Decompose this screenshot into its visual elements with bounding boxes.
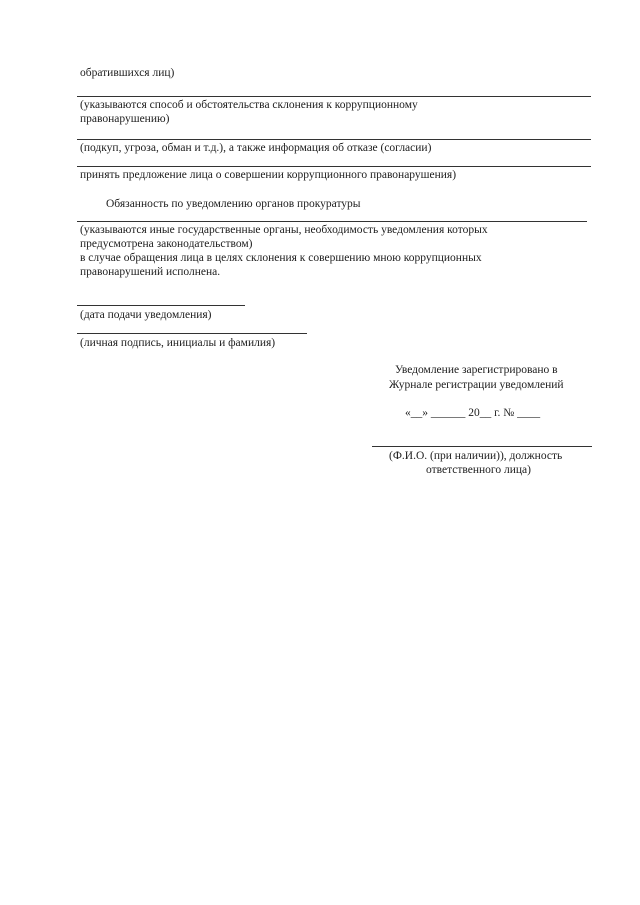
- text-line: правонарушений исполнена.: [80, 266, 221, 278]
- registration-date-line: «__» ______ 20__ г. № ____: [405, 407, 541, 419]
- registration-text: Журнале регистрации уведомлений: [389, 379, 564, 391]
- fio-rule: [372, 446, 592, 447]
- fio-caption: (Ф.И.О. (при наличии)), должность: [389, 450, 563, 462]
- text-line: принять предложение лица о совершении коррупционного правонарушения): [80, 169, 457, 181]
- text-line: (указываются способ и обстоятельства склонения к коррупционному: [80, 99, 418, 111]
- text-line: в случае обращения лица в целях склонения к совершению мною коррупционных: [80, 252, 482, 264]
- fill-in-rule: [77, 166, 591, 167]
- text-line: обратившихся лиц): [80, 67, 175, 79]
- date-rule: [77, 305, 245, 306]
- text-line: правонарушению): [80, 113, 170, 125]
- fill-in-rule: [77, 139, 591, 140]
- text-line: (указываются иные государственные органы, необходимость уведомления которых: [80, 224, 488, 236]
- fio-caption: ответственного лица): [426, 464, 531, 476]
- signature-rule: [77, 333, 307, 334]
- text-line: Обязанность по уведомлению органов прокуратуры: [106, 198, 361, 210]
- fill-in-rule: [77, 96, 591, 97]
- registration-text: Уведомление зарегистрировано в: [395, 364, 558, 376]
- text-line: предусмотрена законодательством): [80, 238, 253, 250]
- fill-in-rule: [77, 221, 587, 222]
- text-line: (подкуп, угроза, обман и т.д.), а также информация об отказе (согласии): [80, 142, 432, 154]
- signature-caption: (личная подпись, инициалы и фамилия): [80, 337, 276, 349]
- date-caption: (дата подачи уведомления): [80, 309, 212, 321]
